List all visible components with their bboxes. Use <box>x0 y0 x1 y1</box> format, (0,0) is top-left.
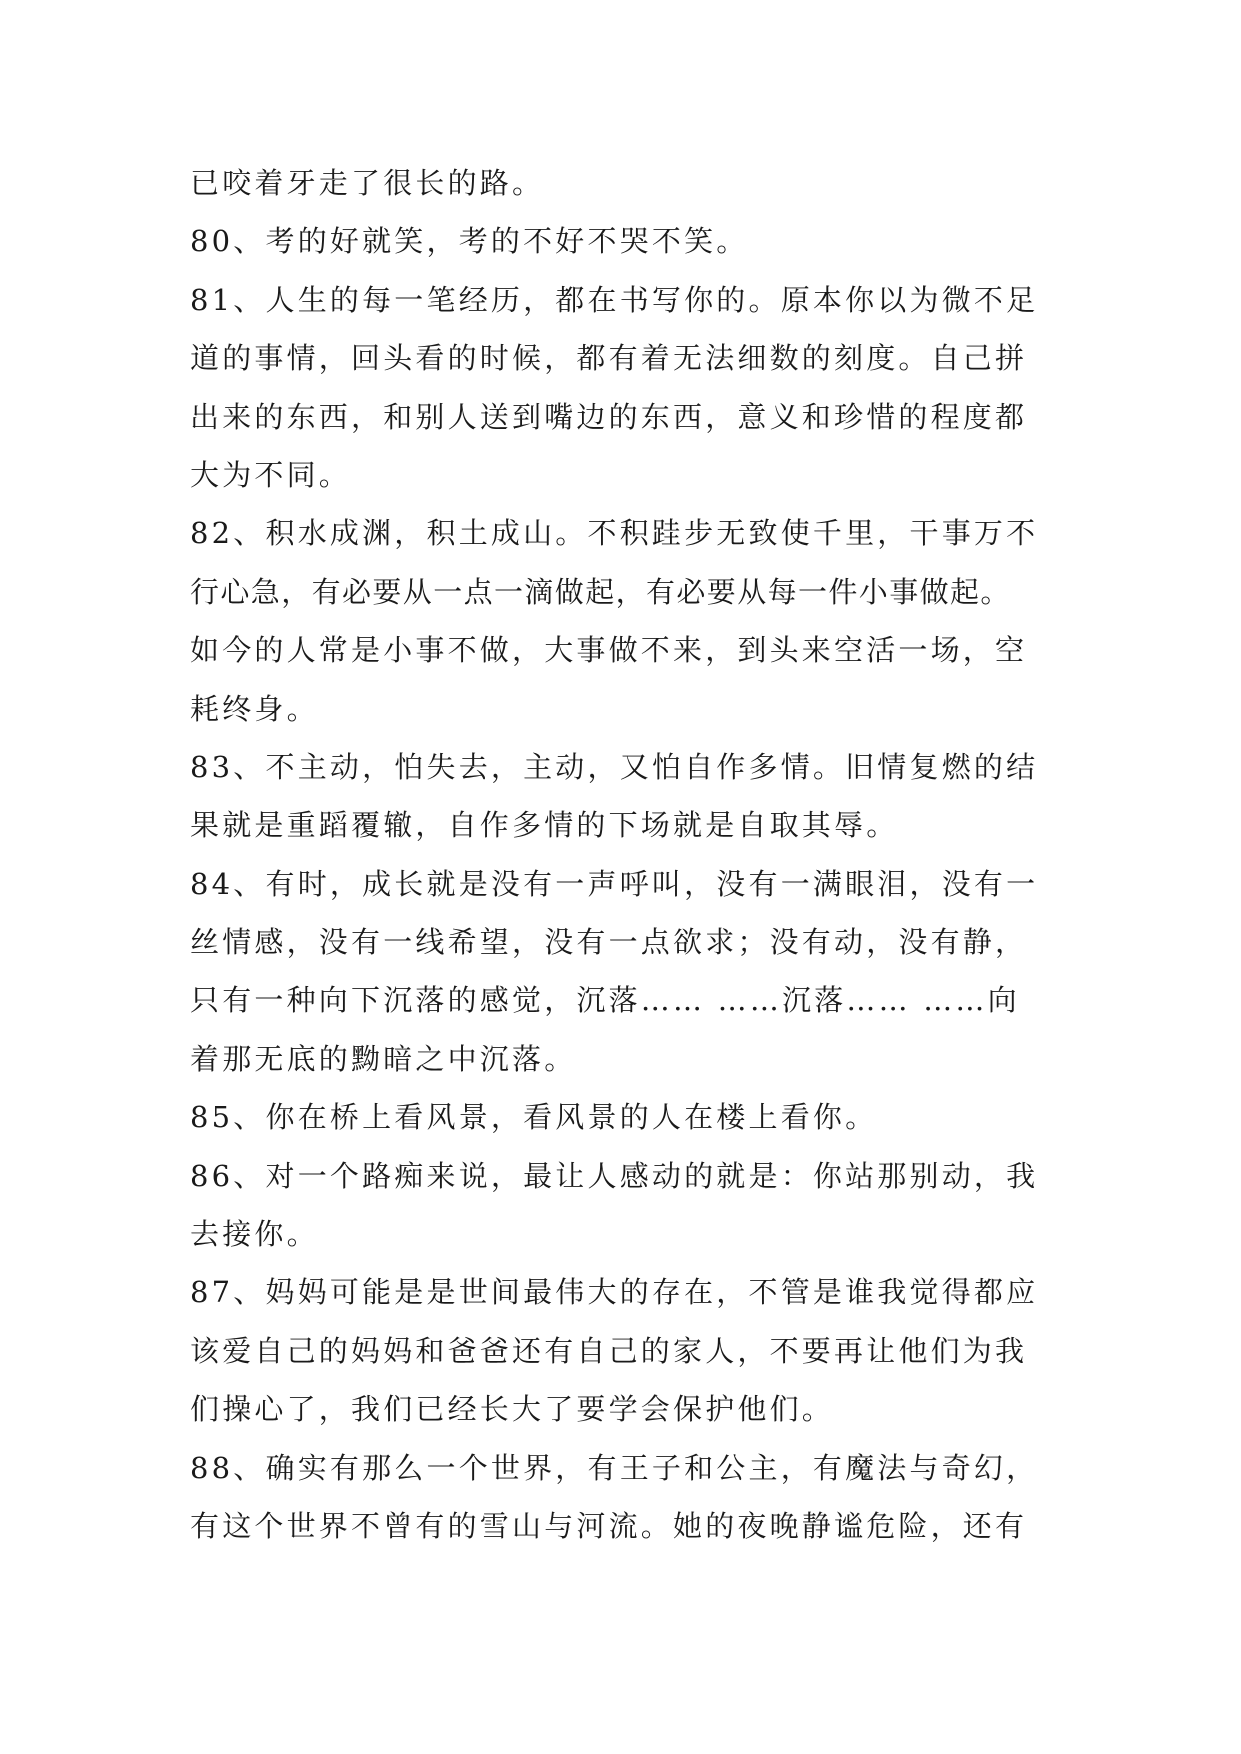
text-line: 83、不主动，怕失去，主动，又怕自作多情。旧情复燃的结 <box>190 749 1039 784</box>
text-line: 只有一种向下沉落的感觉，沉落…… ……沉落…… ……向 <box>190 983 1020 1018</box>
text-line: 81、人生的每一笔经历，都在书写你的。原本你以为微不足 <box>190 282 1039 317</box>
text-line: 86、对一个路痴来说，最让人感动的就是：你站那别动，我 <box>190 1158 1039 1193</box>
text-line: 80、考的好就笑，考的不好不哭不笑。 <box>190 224 749 259</box>
document-body <box>190 154 1062 1555</box>
text-line: 果就是重蹈覆辙，自作多情的下场就是自取其辱。 <box>190 808 899 843</box>
text-line: 88、确实有那么一个世界，有王子和公主，有魔法与奇幻， <box>190 1450 1039 1485</box>
text-line: 出来的东西，和别人送到嘴边的东西，意义和珍惜的程度都 <box>190 399 1028 434</box>
text-line: 大为不同。 <box>190 457 352 492</box>
text-line: 有这个世界不曾有的雪山与河流。她的夜晚静谧危险，还有 <box>190 1508 1028 1543</box>
text-line: 85、你在桥上看风景，看风景的人在楼上看你。 <box>190 1100 878 1135</box>
text-line: 84、有时，成长就是没有一声呼叫，没有一满眼泪，没有一 <box>190 866 1039 901</box>
text-line: 87、妈妈可能是是世间最伟大的存在，不管是谁我觉得都应 <box>190 1275 1039 1310</box>
text-line: 该爱自己的妈妈和爸爸还有自己的家人，不要再让他们为我 <box>190 1333 1028 1368</box>
text-line: 已咬着牙走了很长的路。 <box>190 166 545 200</box>
text-line: 耗终身。 <box>190 691 319 726</box>
text-line: 82、积水成渊，积土成山。不积跬步无致使千里，干事万不 <box>190 516 1039 551</box>
text-line: 去接你。 <box>190 1217 319 1252</box>
text-line: 行心急，有必要从一点一滴做起，有必要从每一件小事做起。 <box>190 574 1011 609</box>
text-line: 如今的人常是小事不做，大事做不来，到头来空活一场，空 <box>190 633 1028 668</box>
text-line: 着那无底的黝暗之中沉落。 <box>190 1041 577 1076</box>
text-line: 道的事情，回头看的时候，都有着无法细数的刻度。自己拼 <box>190 341 1028 376</box>
text-line: 们操心了，我们已经长大了要学会保护他们。 <box>190 1392 835 1427</box>
text-line: 丝情感，没有一线希望，没有一点欲求；没有动，没有静， <box>190 925 1028 960</box>
